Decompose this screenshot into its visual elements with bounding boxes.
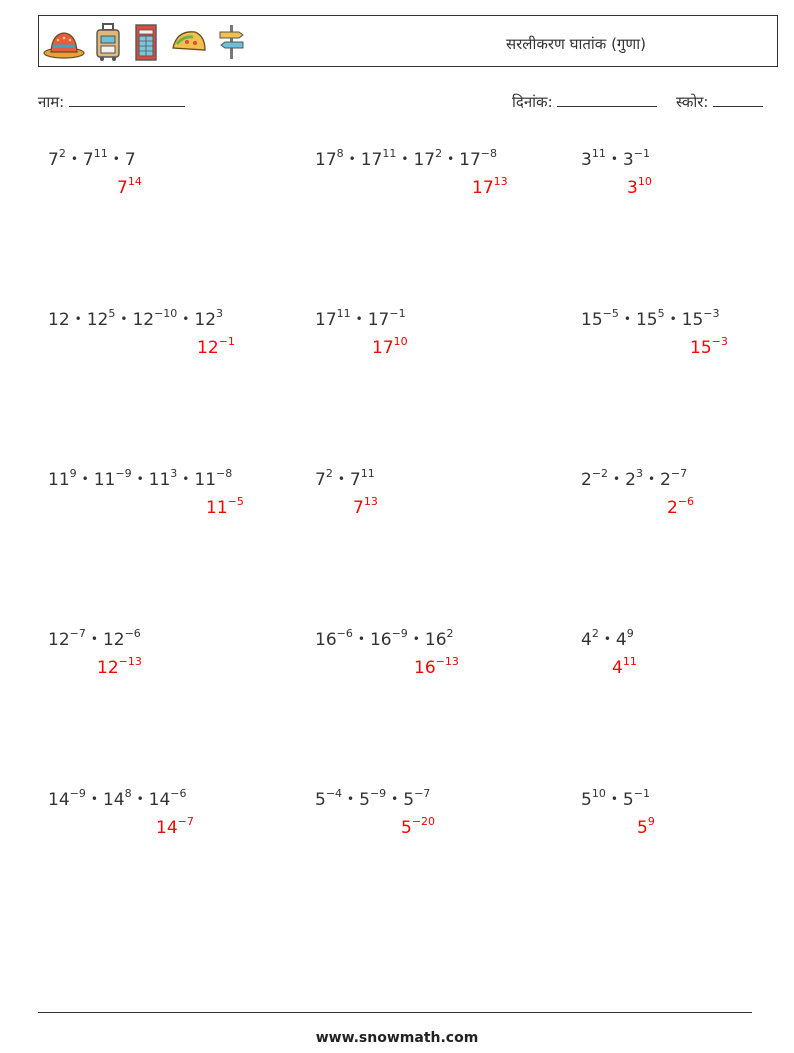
- term-exponent: −4: [325, 787, 343, 800]
- multiply-dot: •: [669, 312, 677, 326]
- answer: [401, 815, 436, 838]
- term-exponent: −8: [480, 147, 498, 160]
- problem-expression: [581, 787, 650, 810]
- term-exponent: −6: [170, 787, 187, 800]
- problem-expression: [315, 787, 431, 810]
- term-base: 16: [369, 630, 392, 650]
- answer: [372, 335, 408, 358]
- term-exponent: −10: [154, 307, 178, 320]
- name-label: नाम:: [38, 93, 65, 111]
- term-exponent: 3: [170, 467, 178, 480]
- term-exponent: 11: [591, 147, 606, 160]
- term-exponent: 2: [325, 467, 333, 480]
- multiply-dot: •: [182, 312, 190, 326]
- term-base: 7: [82, 150, 94, 170]
- problem-expression: [581, 307, 720, 330]
- problem-expression: [581, 467, 688, 490]
- multiply-dot: •: [610, 792, 618, 806]
- score-label: स्कोर:: [676, 93, 709, 111]
- term-base: 17: [360, 150, 383, 170]
- answer-exponent: −5: [227, 495, 244, 508]
- header-box: [38, 15, 778, 67]
- term-exponent: 2: [591, 627, 599, 640]
- multiply-dot: •: [610, 152, 618, 166]
- term-exponent: 10: [591, 787, 606, 800]
- term-exponent: 2: [435, 147, 443, 160]
- multiply-dot: •: [120, 312, 128, 326]
- term-base: 11: [48, 470, 70, 490]
- problem-expression: [315, 627, 454, 650]
- term-base: 5: [315, 790, 326, 810]
- term-base: 14: [102, 790, 125, 810]
- term-base: 12: [194, 310, 217, 330]
- term-exponent: 5: [657, 307, 665, 320]
- phone-booth-icon: [131, 22, 161, 62]
- multiply-dot: •: [391, 792, 399, 806]
- term-exponent: 11: [336, 307, 351, 320]
- answer-base: 2: [667, 498, 678, 518]
- term-exponent: −9: [369, 787, 387, 800]
- multiply-dot: •: [74, 312, 82, 326]
- multiply-dot: •: [357, 632, 365, 646]
- term-base: 5: [581, 790, 592, 810]
- answer: [156, 815, 194, 838]
- term-base: 14: [148, 790, 171, 810]
- worksheet-title: सरलीकरण घातांक (गुणा): [506, 35, 646, 53]
- term-base: 12: [86, 310, 109, 330]
- answer-base: 3: [627, 178, 638, 198]
- answer-exponent: 13: [493, 175, 508, 188]
- answer-base: 16: [414, 658, 436, 678]
- term-exponent: −6: [336, 627, 353, 640]
- footer-url: www.snowmath.com: [315, 1030, 479, 1046]
- answer-base: 5: [637, 818, 648, 838]
- answer-exponent: −13: [435, 655, 459, 668]
- term-exponent: −1: [389, 307, 406, 320]
- term-base: 14: [48, 790, 70, 810]
- sombrero-icon: [43, 22, 85, 62]
- answer-base: 5: [401, 818, 412, 838]
- problem-expression: [48, 627, 141, 650]
- answer-exponent: −20: [411, 815, 436, 828]
- problem-expression: [48, 147, 136, 170]
- multiply-dot: •: [623, 312, 631, 326]
- answer-base: 17: [472, 178, 494, 198]
- term-base: 4: [581, 630, 592, 650]
- term-exponent: −5: [602, 307, 619, 320]
- multiply-dot: •: [412, 632, 420, 646]
- suitcase-icon: [93, 22, 123, 62]
- term-base: 12: [132, 310, 155, 330]
- answer: [353, 495, 378, 518]
- signpost-icon: [217, 22, 247, 62]
- term-exponent: −7: [670, 467, 688, 480]
- term-exponent: −7: [69, 627, 86, 640]
- term-base: 7: [349, 470, 361, 490]
- term-base: 2: [660, 470, 671, 490]
- answer-exponent: −13: [118, 655, 142, 668]
- answer-base: 14: [156, 818, 178, 838]
- term-exponent: 2: [58, 147, 66, 160]
- term-base: 17: [315, 310, 337, 330]
- term-base: 5: [622, 790, 634, 810]
- term-exponent: 9: [69, 467, 77, 480]
- multiply-dot: •: [90, 792, 98, 806]
- answer: [97, 655, 142, 678]
- footer-divider: [38, 1012, 752, 1013]
- answer: [637, 815, 655, 838]
- answer-exponent: 9: [647, 815, 655, 828]
- problem-expression: [315, 147, 498, 170]
- term-base: 11: [194, 470, 217, 490]
- term-exponent: −9: [69, 787, 86, 800]
- term-base: 4: [615, 630, 627, 650]
- multiply-dot: •: [136, 792, 144, 806]
- term-exponent: −7: [414, 787, 431, 800]
- term-exponent: 11: [382, 147, 397, 160]
- term-base: 2: [625, 470, 636, 490]
- answer: [667, 495, 695, 518]
- term-base: 16: [424, 630, 447, 650]
- answer-base: 17: [372, 338, 394, 358]
- answer: [206, 495, 244, 518]
- problem-expression: [48, 787, 187, 810]
- answer: [627, 175, 652, 198]
- date-label: दिनांक:: [512, 93, 553, 111]
- multiply-dot: •: [348, 152, 356, 166]
- term-base: 12: [48, 630, 70, 650]
- problem-expression: [315, 467, 375, 490]
- answer-exponent: −1: [218, 335, 235, 348]
- term-base: 17: [413, 150, 436, 170]
- problem-expression: [581, 627, 634, 650]
- term-base: 16: [315, 630, 337, 650]
- term-base: 7: [48, 150, 59, 170]
- answer: [612, 655, 637, 678]
- taco-icon: [169, 22, 209, 62]
- answer-base: 12: [197, 338, 219, 358]
- answer-base: 7: [117, 178, 128, 198]
- term-base: 5: [403, 790, 415, 810]
- multiply-dot: •: [136, 472, 144, 486]
- name-field: [38, 92, 185, 112]
- term-base: 11: [93, 470, 116, 490]
- term-base: 7: [315, 470, 326, 490]
- term-base: 17: [315, 150, 337, 170]
- term-base: 3: [622, 150, 634, 170]
- term-base: 2: [581, 470, 592, 490]
- problem-expression: [48, 307, 224, 330]
- answer-base: 11: [206, 498, 228, 518]
- term-exponent: −1: [633, 787, 650, 800]
- multiply-dot: •: [355, 312, 363, 326]
- term-base: 12: [48, 310, 70, 330]
- date-field: [512, 92, 657, 112]
- answer-base: 7: [353, 498, 364, 518]
- term-exponent: 2: [446, 627, 454, 640]
- multiply-dot: •: [90, 632, 98, 646]
- answer-exponent: −6: [677, 495, 695, 508]
- answer: [414, 655, 459, 678]
- term-base: 7: [124, 150, 136, 170]
- problem-expression: [581, 147, 650, 170]
- problem-expression: [48, 467, 233, 490]
- header-icons: [43, 20, 247, 64]
- multiply-dot: •: [347, 792, 355, 806]
- term-exponent: −9: [115, 467, 132, 480]
- multiply-dot: •: [112, 152, 120, 166]
- multiply-dot: •: [603, 632, 611, 646]
- term-exponent: −8: [216, 467, 233, 480]
- term-exponent: −6: [124, 627, 141, 640]
- multiply-dot: •: [337, 472, 345, 486]
- term-exponent: 11: [360, 467, 375, 480]
- answer: [197, 335, 235, 358]
- date-blank: [557, 92, 657, 107]
- multiply-dot: •: [70, 152, 78, 166]
- score-field: [676, 92, 763, 112]
- term-base: 5: [359, 790, 370, 810]
- multiply-dot: •: [447, 152, 455, 166]
- term-base: 15: [581, 310, 603, 330]
- term-base: 3: [581, 150, 592, 170]
- term-base: 17: [459, 150, 481, 170]
- answer: [117, 175, 142, 198]
- term-exponent: 5: [108, 307, 116, 320]
- multiply-dot: •: [647, 472, 656, 486]
- answer-exponent: 10: [393, 335, 408, 348]
- term-base: 17: [367, 310, 390, 330]
- term-base: 12: [102, 630, 125, 650]
- term-exponent: 11: [93, 147, 108, 160]
- term-exponent: 8: [124, 787, 132, 800]
- term-exponent: 3: [216, 307, 224, 320]
- score-blank: [713, 92, 763, 107]
- term-exponent: −1: [633, 147, 650, 160]
- answer-exponent: 10: [637, 175, 652, 188]
- answer-exponent: −3: [711, 335, 728, 348]
- term-base: 15: [635, 310, 658, 330]
- term-base: 11: [148, 470, 171, 490]
- term-exponent: 3: [635, 467, 643, 480]
- term-exponent: −2: [591, 467, 609, 480]
- multiply-dot: •: [81, 472, 89, 486]
- term-exponent: −9: [391, 627, 408, 640]
- name-blank: [69, 92, 185, 107]
- term-exponent: 9: [626, 627, 634, 640]
- answer-exponent: 14: [127, 175, 142, 188]
- answer-exponent: −7: [177, 815, 194, 828]
- term-base: 15: [681, 310, 704, 330]
- answer: [690, 335, 728, 358]
- term-exponent: 8: [336, 147, 344, 160]
- multiply-dot: •: [613, 472, 621, 486]
- term-exponent: −3: [703, 307, 720, 320]
- multiply-dot: •: [182, 472, 190, 486]
- answer-base: 4: [612, 658, 623, 678]
- multiply-dot: •: [401, 152, 409, 166]
- answer-base: 12: [97, 658, 119, 678]
- answer-exponent: 11: [622, 655, 637, 668]
- answer-exponent: 13: [363, 495, 378, 508]
- problem-expression: [315, 307, 406, 330]
- answer: [472, 175, 508, 198]
- answer-base: 15: [690, 338, 712, 358]
